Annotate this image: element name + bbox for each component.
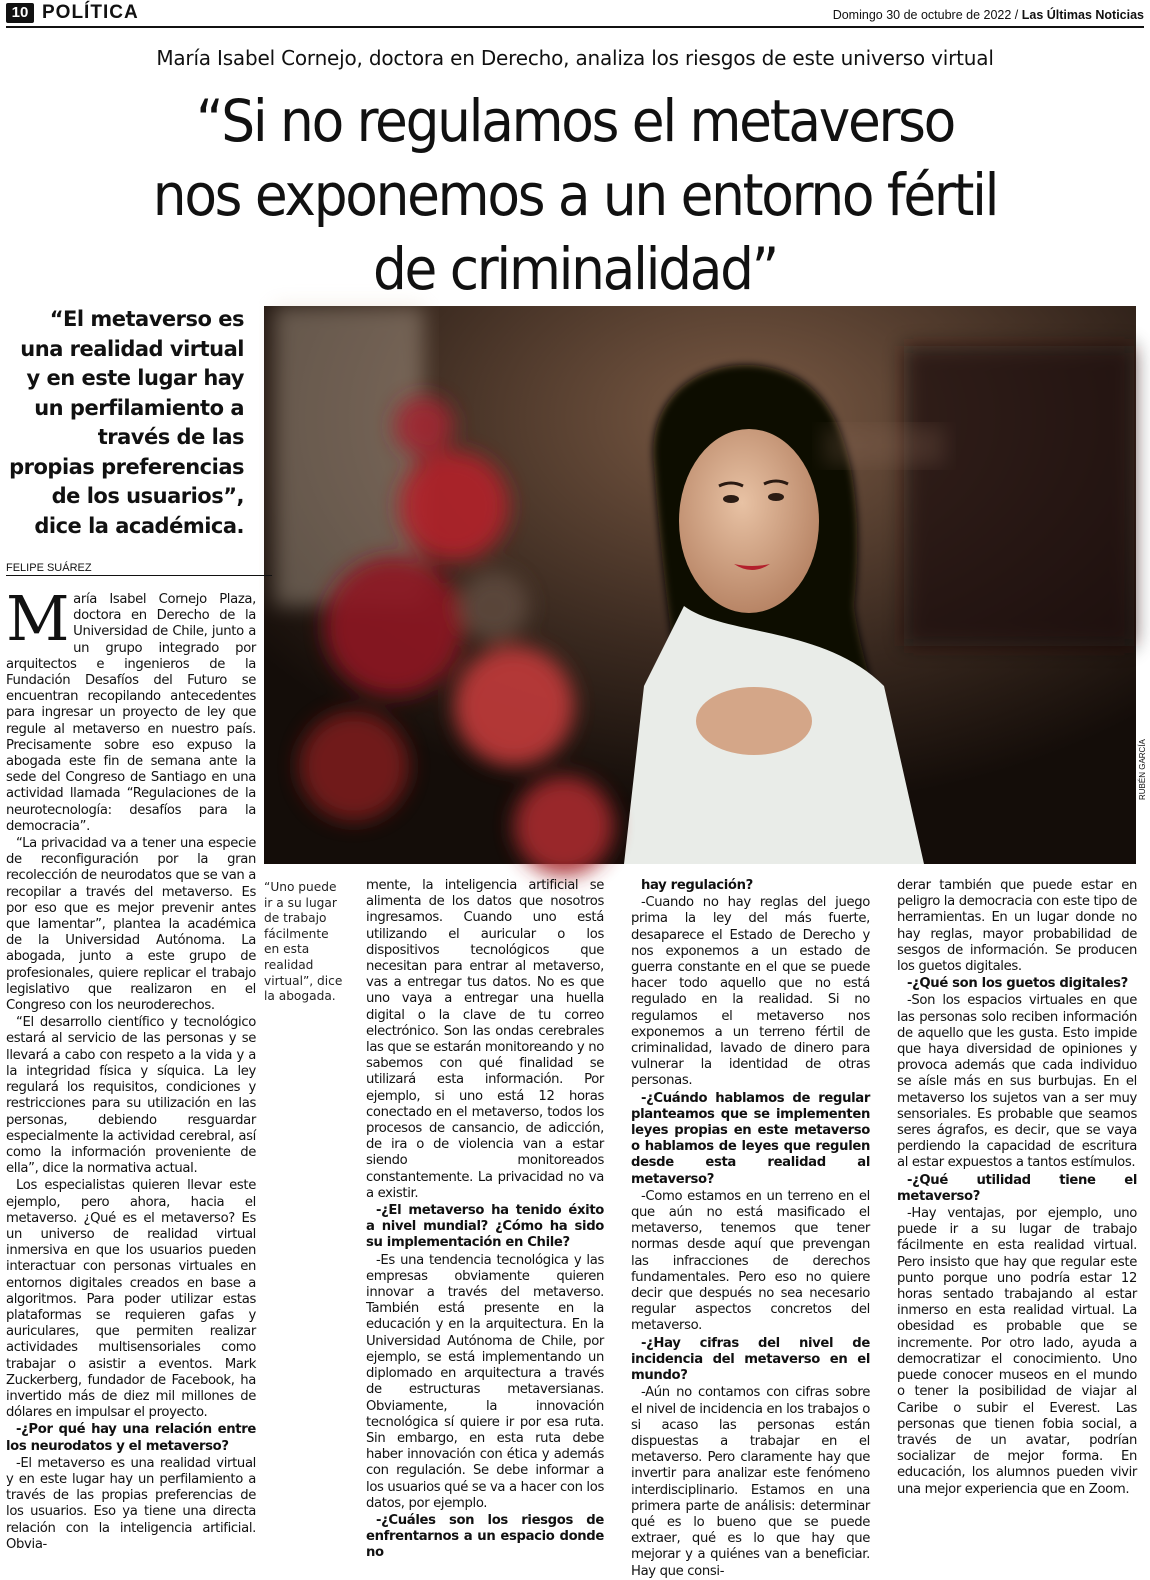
paragraph-text: “La privacidad va a tener una especie de reconfiguración por la gran recolección de neurodatos que se van a recopilar a través del metaverso. Es por eso que es mejor prevenir antes que lamentar”, plantea la académica de la Universidad Autónoma. La abogada, junto a este grupo de profesionales, quiere replicar el trabajo legislativo que realizaron en el Congreso con los neuroderechos.	[6, 836, 257, 1014]
paragraph-text: mente, la inteligencia artificial se alimenta de los datos que nosotros ingresamos. Cuando uno está utilizando el auricular o los dispositivos tecnológicos que necesitan para entrar al metaverso, vas a entregar tus datos. No es que uno vaya a entregar una huella digital o la clave de tu correo electrónico. Son las ondas cerebrales las que se estarán monitoreando y no sabemos con qué finalidad se utilizará esta información. Por ejemplo, si uno está 12 horas conectado en el metaverso, todos los procesos de cansancio, de adicción, de ira o de violencia van a estar siendo monitoreados constantemente. La privacidad no va a existir.	[366, 878, 604, 1201]
paragraph	[631, 1385, 870, 1579]
paragraph-text: -¿Cuáles son los riesgos de enfrentarnos a un espacio donde no	[366, 1512, 604, 1561]
photo-credit: RUBÉN GARCÍA	[1138, 739, 1147, 800]
page-header	[6, 2, 1144, 28]
portrait-photo	[264, 306, 1136, 864]
paragraph-text: -¿Hay cifras del nivel de incidencia del metaverso en el mundo?	[631, 1335, 870, 1384]
paragraph	[6, 1178, 256, 1421]
paragraph-text: derar también que puede estar en peligro la democracia con este tipo de herramientas. En un lugar donde no hay reglas, mayor probabilidad de sesgos de información. Se producen los guetos digitales.	[897, 878, 1137, 975]
portrait-illustration	[264, 306, 1136, 864]
interview-question	[631, 1091, 870, 1188]
paragraph	[631, 895, 870, 1089]
paragraph-text: Los especialistas quieren llevar este ejemplo, pero ahora, hacia el metaverso. ¿Qué es el metaverso? Es un universo de realidad virtual inmersiva en que los usuarios pueden interactuar con personas virtuales en entornos digitales creados en base a algoritmos. Para poder utilizar estas plataformas se requieren gafas y auriculares, que permiten realizar actividades multisensoriales como trabajar o asistir a eventos. Mark Zuckerberg, fundador de Facebook, ha invertido más de diez mil millones de dólares en impulsar el proyecto.	[6, 1178, 256, 1421]
interview-question	[631, 878, 870, 894]
paragraph	[897, 878, 1137, 975]
paragraph-text: -Es una tendencia tecnológica y las empresas obviamente quieren innovar a través del metaverso. También está presente en la educación y en la arquitectura. En la Universidad Autónoma de Chile, por ejemplo, se está implementando un diplomado en arquitectura a través de estructuras metaversianas. Obviamente, la innovación tecnológica sí quiere ir por esa ruta. Sin embargo, en esta ruta debe haber innovación con ética y además con regulación. Se debe informar a los usuarios qué se va a hacer con los datos, por ejemplo.	[366, 1252, 604, 1511]
body-column-3	[631, 878, 870, 1579]
paragraph-text: hay regulación?	[641, 878, 753, 893]
paragraph-text: aría Isabel Cornejo Plaza, doctora en Derecho de la Universidad de Chile, junto a un grupo integrado por arquitectos e ingenieros de la Fundación Desafíos del Futuro se encuentran recopilando antecedentes para ingresar un proyecto de ley que regule al metaverso en nuestro país. Precisamente sobre eso expuso la abogada este fin de semana ante la sede del Congreso de Santiago en una actividad llamada “Regulaciones de la neurotecnología: desafíos para la democracia”.	[6, 592, 256, 834]
paragraph-text: -¿Qué utilidad tiene el metaverso?	[897, 1172, 1137, 1204]
paragraph-text: “El desarrollo científico y tecnológico estará al servicio de las personas y se llevará a cabo con respeto a la vida y a la integridad física y síquica. La ley regulará los requisitos, condiciones y restricciones para su utilización en las personas, debiendo resguardar especialmente la actividad cerebral, así como la información proveniente de ella”, dice la normativa actual.	[6, 1015, 256, 1177]
dateline	[833, 8, 1144, 22]
newspaper-name: Las Últimas Noticias	[1021, 8, 1144, 22]
paragraph	[897, 993, 1137, 1171]
interview-question	[897, 1173, 1137, 1205]
paragraph	[366, 878, 604, 1202]
paragraph	[897, 1206, 1137, 1498]
paragraph-text: -Cuando no hay reglas del juego prima la ley del más fuerte, desaparece el Estado de Derecho y nos exponemos a un estado de guerra constante en el que se puede hacer todo aquello que no está regulado en la realidad. Si no regulamos el metaverso nos exponemos a un terreno fértil de criminalidad, lavado de dinero para vulnerar la identidad de otras personas.	[631, 895, 870, 1089]
interview-question	[897, 976, 1137, 992]
paragraph	[6, 1015, 256, 1177]
paragraph-text: -Son los espacios virtuales en que las personas solo reciben información de aquello que les gusta. Esto impide que haya diversidad de opiniones y provoca además que cada individuo se aísle más en sus burbujas. En el metaverso los sujetos van a ser muy sensoriales. Es probable que seamos seres ágrafos, es decir, que se vaya perdiendo la capacidad de escritura al estar expuestos a tantos estímulos.	[897, 993, 1137, 1171]
date: Domingo 30 de octubre de 2022 /	[832, 8, 1022, 22]
paragraph	[6, 1456, 256, 1553]
headline-line: de criminalidad”	[372, 235, 778, 303]
drop-cap: M	[6, 582, 70, 655]
interview-question	[631, 1336, 870, 1385]
interview-question	[366, 1513, 604, 1562]
paragraph-text: -Como estamos en un terreno en el que aún no está masificado el metaverso, tenemos que tener normas desde aquí que prevengan las infracciones de derechos fundamentales. Pero eso no quiere decir que después no sea necesario regular aspectos concretos del metaverso.	[631, 1188, 870, 1334]
paragraph	[631, 1189, 870, 1335]
body-column-4	[897, 878, 1137, 1497]
headline	[0, 84, 1150, 306]
page-number: 10	[6, 3, 34, 23]
paragraph-text: -¿Qué son los guetos digitales?	[907, 976, 1128, 992]
side-quote: “Uno puede ir a su lugar de trabajo fácilmente en esta realidad virtual”, dice la abogada.	[264, 880, 343, 1004]
paragraph-text: -El metaverso es una realidad virtual y en este lugar hay un perfilamiento a través de las propias preferencias de los usuarios. Eso ya tiene una directa relación con la inteligencia artificial. Obvia-	[6, 1455, 256, 1552]
section-label: POLÍTICA	[42, 2, 139, 23]
interview-question	[6, 1422, 256, 1454]
paragraph-text: -¿El metaverso ha tenido éxito a nivel mundial? ¿Cómo ha sido su implementación en Chile?	[366, 1203, 604, 1251]
body-column-2	[366, 878, 604, 1561]
paragraph-text: -¿Por qué hay una relación entre los neurodatos y el metaverso?	[6, 1422, 256, 1454]
paragraph-text: -Aún no contamos con cifras sobre el nivel de incidencia en los trabajos o si acaso las personas están dispuestas a trabajar en el metaverso. Pero claramente hay que invertir para analizar este fenómeno interdisciplinario. Estamos en una primera parte de análisis: determinar qué es lo bueno que se puede extraer, qué es lo que hay que mejorar y a quiénes van a beneficiar. Hay que consi-	[631, 1385, 870, 1579]
kicker: María Isabel Cornejo, doctora en Derecho, analiza los riesgos de este universo virtual	[156, 46, 994, 70]
paragraph	[366, 1253, 604, 1512]
paragraph	[6, 836, 256, 1014]
pull-quote: “El metaverso es una realidad virtual y en este lugar hay un perfilamiento a través de las propias preferencias de los usuarios”, dice la académica.	[9, 307, 244, 538]
interview-question	[366, 1203, 604, 1252]
headline-line: “Si no regulamos el metaverso	[195, 87, 955, 155]
paragraph	[6, 582, 256, 835]
byline: FELIPE SUÁREZ	[6, 562, 272, 576]
body-column-1	[6, 582, 257, 1552]
paragraph-text: -¿Cuándo hablamos de regular planteamos que se implementen leyes propias en este metaverso o hablamos de leyes que regulen desde esta realidad al metaverso?	[631, 1090, 870, 1187]
headline-line: nos exponemos a un entorno fértil	[152, 161, 998, 229]
paragraph-text: -Hay ventajas, por ejemplo, uno puede ir a su lugar de trabajo fácilmente en esta realidad virtual. Pero insisto que hay que regular este punto porque uno podría estar 12 horas sentado trabajando al estar inmerso en esta realidad virtual. La obesidad es probable que se incremente. Por otro lado, ayuda a democratizar el conocimiento. Uno puede conocer museos en el mundo o tener la posibilidad de viajar al Caribe o subir el Everest. Las personas que tienen fobia social, a través de un avatar, podrían socializar de mejor forma. En educación, los alumnos pueden vivir una mejor experiencia que en Zoom.	[897, 1206, 1137, 1497]
